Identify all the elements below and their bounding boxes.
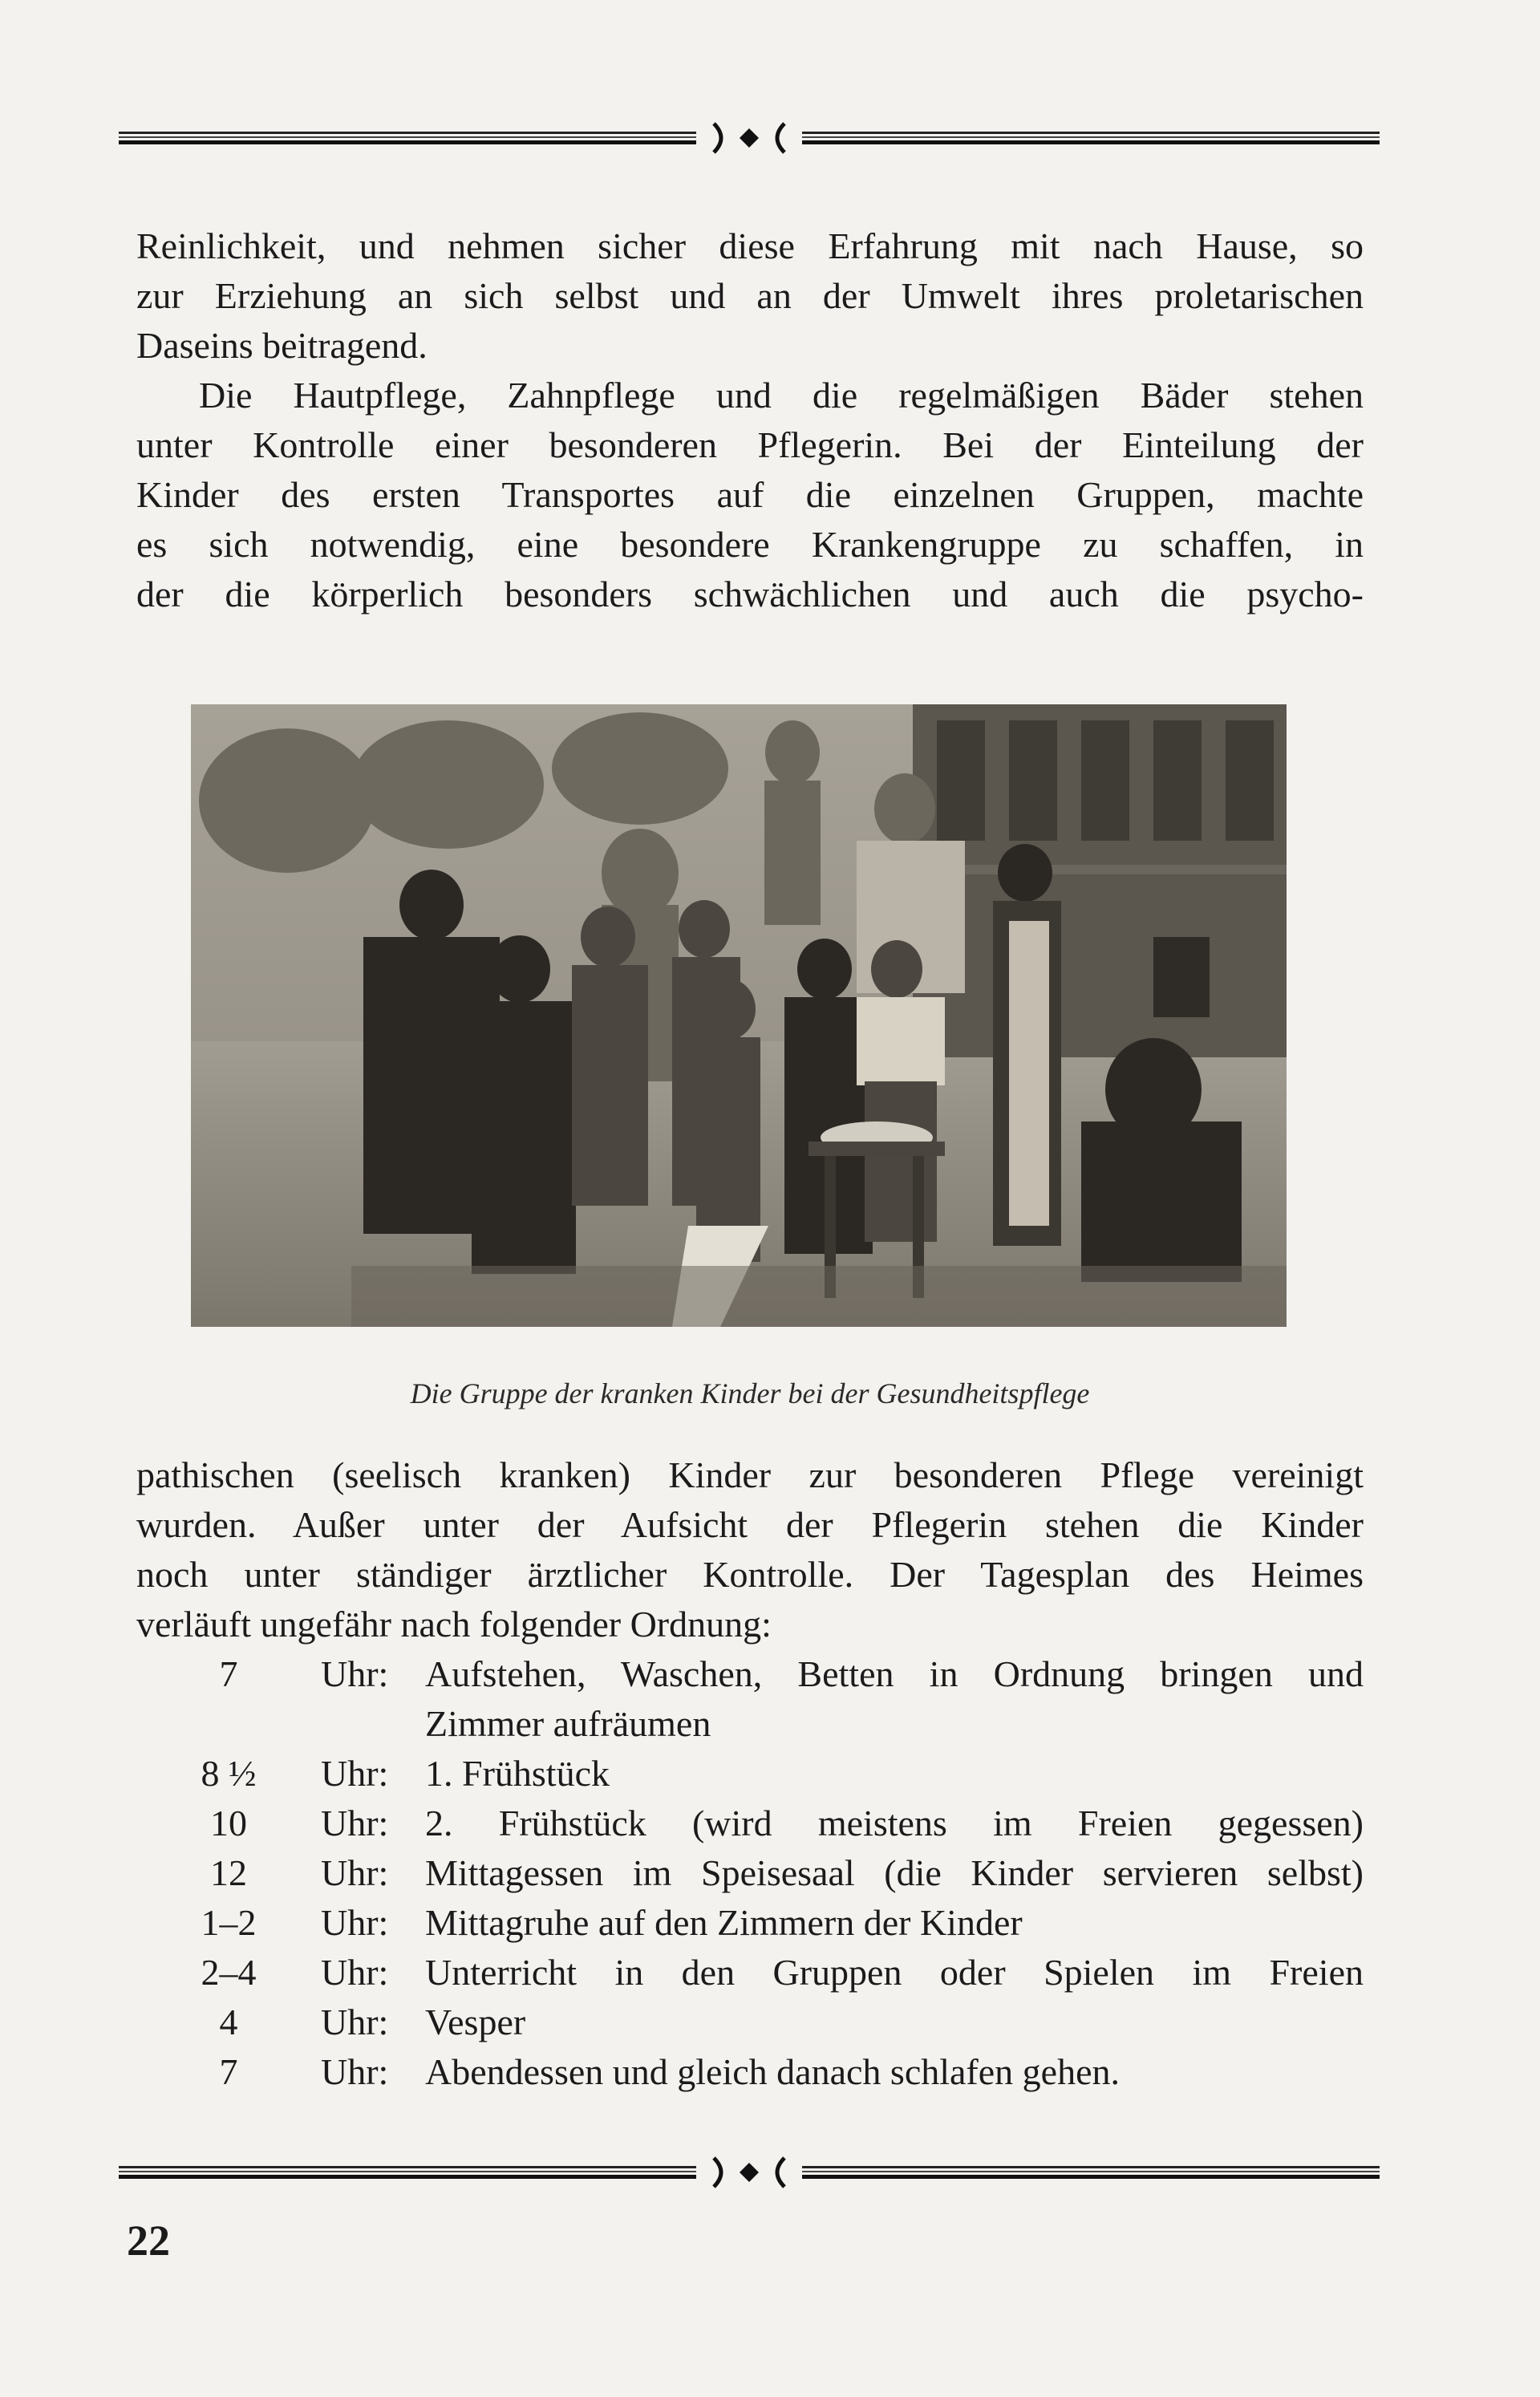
text-line: der die körperlich besonders schwächlichen und auch die psycho- [136,574,1364,614]
schedule-time: 12 [210,1852,247,1893]
text-line: unter Kontrolle einer besonderen Pflegerin. Bei der Einteilung der [136,424,1364,465]
text-line: Die Hautpflege, Zahnpflege und die regelmäßigen Bäder stehen [199,375,1364,416]
text-line: es sich notwendig, eine besondere Krankengruppe zu schaffen, in [136,524,1364,565]
schedule-activity: Unterricht in den Gruppen oder Spielen im Freien [425,1952,1364,1993]
schedule-row [136,1948,1364,1998]
schedule-time: 7 [219,2051,238,2092]
schedule-activity: Abendessen und gleich danach schlafen gehen. [425,2051,1121,2092]
text-line: noch unter ständiger ärztlicher Kontrolle. Der Tagesplan des Heimes [136,1554,1364,1595]
schedule-unit: Uhr: [321,1852,389,1893]
bottom-ornament [119,2155,1380,2190]
schedule-unit: Uhr: [321,1653,389,1694]
schedule-unit: Uhr: [321,2051,389,2092]
schedule-unit: Uhr: [321,1952,389,1993]
schedule-activity: Mittagessen im Speisesaal (die Kinder servieren selbst) [425,1852,1364,1893]
schedule-activity: 1. Frühstück [425,1753,610,1794]
schedule-time: 10 [210,1803,247,1843]
schedule-activity: Mittagruhe auf den Zimmern der Kinder [425,1902,1023,1943]
schedule-unit: Uhr: [321,1902,389,1943]
schedule-time: 2–4 [201,1952,257,1993]
photo-caption: Die Gruppe der kranken Kinder bei der Gesundheitspflege [410,1377,1090,1409]
schedule-row-continuation [136,1699,1364,1749]
text-line: verläuft ungefähr nach folgender Ordnung: [136,1604,772,1645]
schedule-row [136,1898,1364,1948]
text-line: Daseins beitragend. [136,325,428,366]
schedule-time: 7 [219,1653,238,1694]
schedule-time: 1–2 [201,1902,257,1943]
schedule-activity: Zimmer aufräumen [425,1703,711,1744]
text-line: pathischen (seelisch kranken) Kinder zur besonderen Pflege vereinigt [136,1454,1364,1495]
daily-schedule [136,1649,1364,2097]
group-photo [191,704,1287,1327]
text-line: Kinder des ersten Transportes auf die einzelnen Gruppen, machte [136,474,1364,515]
schedule-time: 4 [219,2002,238,2042]
schedule-row [136,1799,1364,1848]
schedule-time: 8 ½ [201,1753,257,1794]
schedule-unit: Uhr: [321,2002,389,2042]
page-number: 22 [127,2217,170,2265]
schedule-row [136,1998,1364,2047]
schedule-activity: Vesper [425,2002,526,2042]
schedule-unit: Uhr: [321,1803,389,1843]
schedule-unit: Uhr: [321,1753,389,1794]
schedule-activity: Aufstehen, Waschen, Betten in Ordnung bringen und [425,1653,1364,1694]
text-line: wurden. Außer unter der Aufsicht der Pflegerin stehen die Kinder [136,1504,1364,1545]
paragraph-2 [136,371,1364,619]
text-line: Reinlichkeit, und nehmen sicher diese Erfahrung mit nach Hause, so [136,225,1364,266]
schedule-row [136,2047,1364,2097]
schedule-row [136,1749,1364,1799]
text-line: zur Erziehung an sich selbst und an der Umwelt ihres proletarischen [136,275,1364,316]
top-ornament [119,120,1380,156]
schedule-row [136,1649,1364,1699]
paragraph-1 [136,221,1364,371]
paragraph-3 [136,1450,1364,1649]
schedule-activity: 2. Frühstück (wird meistens im Freien gegessen) [425,1803,1364,1843]
schedule-row [136,1848,1364,1898]
